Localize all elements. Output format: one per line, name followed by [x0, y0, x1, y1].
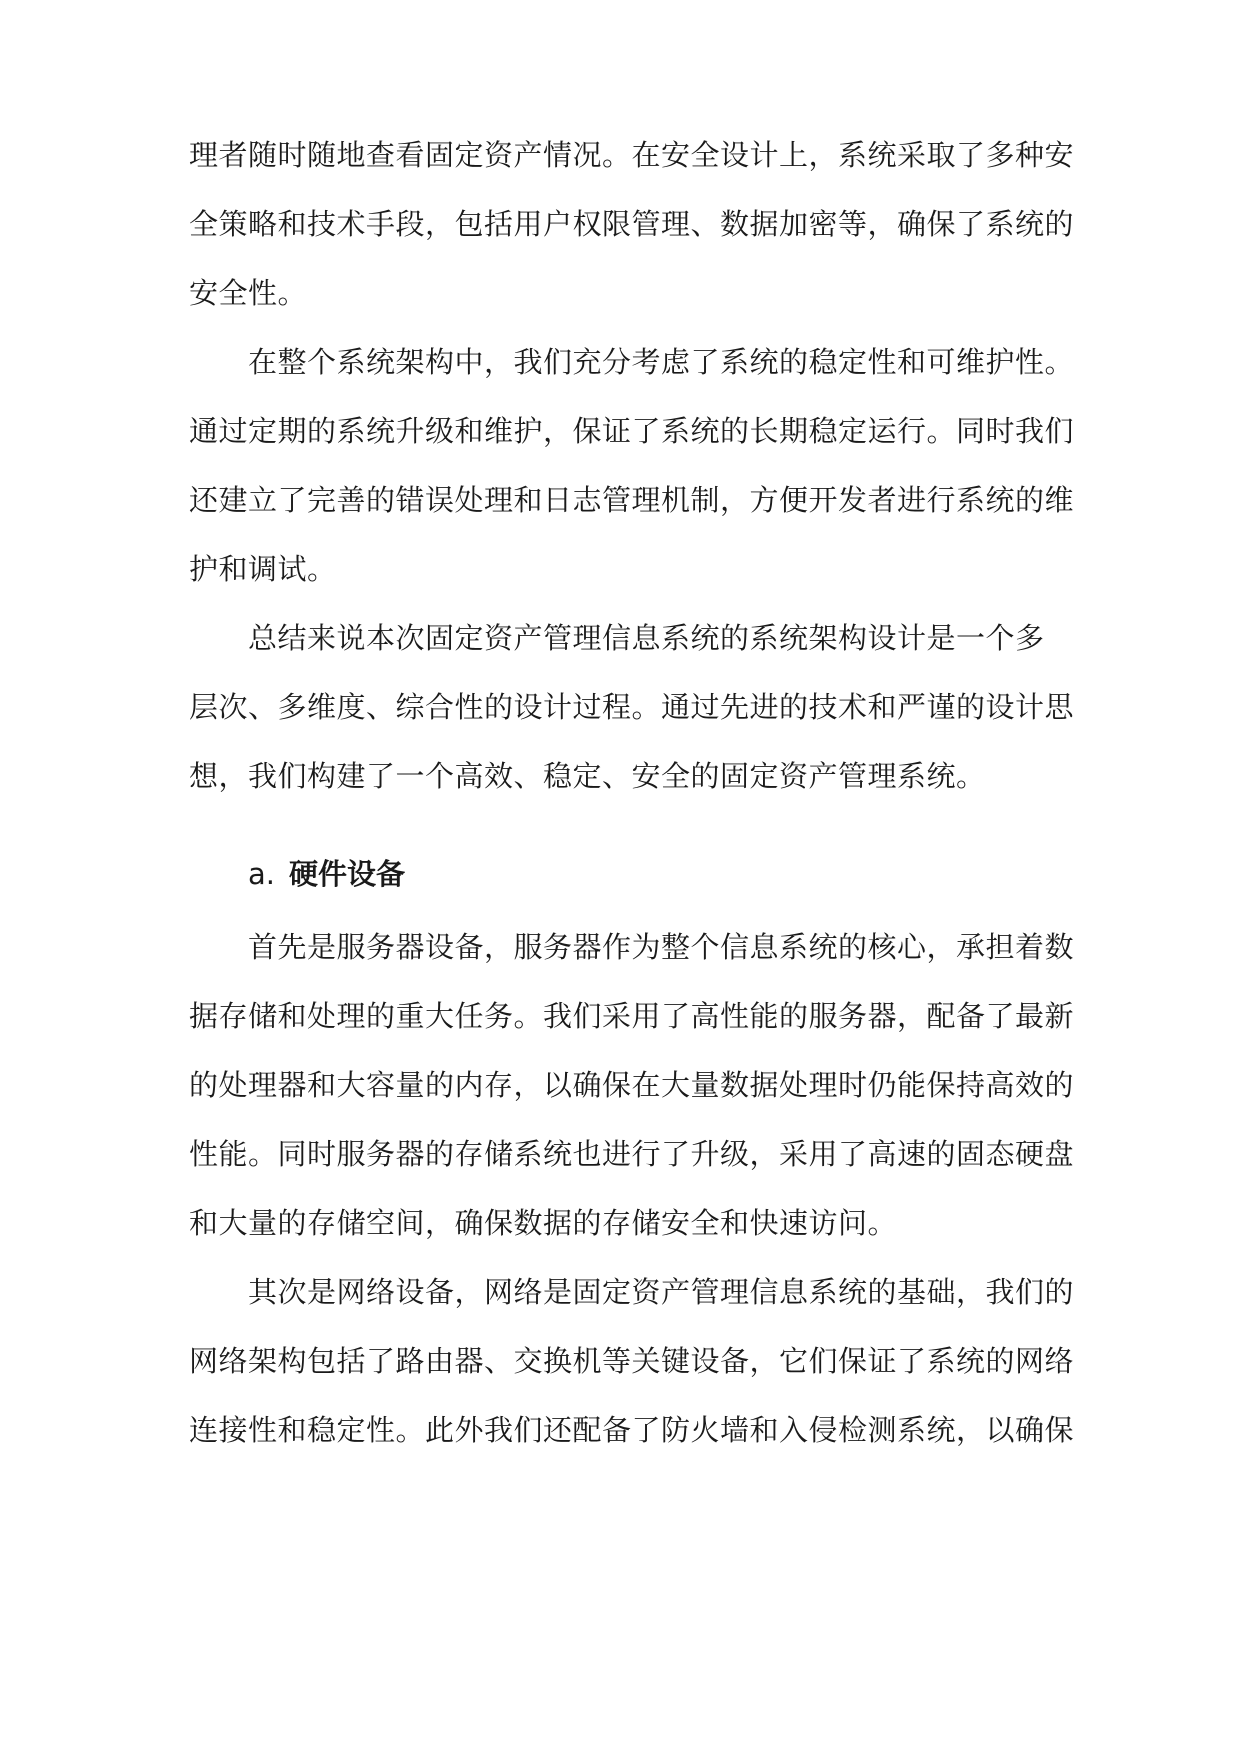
- section-paragraph-1-line-2: 据存储和处理的重大任务。我们采用了高性能的服务器，配备了最新: [189, 999, 1075, 1033]
- section-paragraph-2-line-3: 连接性和稳定性。此外我们还配备了防火墙和入侵检测系统，以确保: [189, 1413, 1075, 1447]
- section-heading-marker: a.: [248, 857, 275, 891]
- paragraph-3-line-2: 层次、多维度、综合性的设计过程。通过先进的技术和严谨的设计思: [189, 690, 1075, 724]
- paragraph-3-line-3: 想，我们构建了一个高效、稳定、安全的固定资产管理系统。: [189, 759, 986, 793]
- section-paragraph-1-line-5: 和大量的存储空间，确保数据的存储安全和快速访问。: [189, 1206, 898, 1240]
- section-paragraph-1-line-4: 性能。同时服务器的存储系统也进行了升级，采用了高速的固态硬盘: [189, 1137, 1075, 1171]
- section-paragraph-2-line-1: 其次是网络设备，网络是固定资产管理信息系统的基础，我们的: [248, 1275, 1075, 1309]
- paragraph-2-line-4: 护和调试。: [189, 552, 337, 586]
- paragraph-2-line-1: 在整个系统架构中，我们充分考虑了系统的稳定性和可维护性。: [248, 345, 1075, 379]
- section-heading-title: 硬件设备: [289, 857, 406, 891]
- paragraph-1-line-1: 理者随时随地查看固定资产情况。在安全设计上，系统采取了多种安: [189, 138, 1075, 172]
- section-paragraph-1-line-1: 首先是服务器设备，服务器作为整个信息系统的核心，承担着数: [248, 930, 1075, 964]
- paragraph-3-line-1: 总结来说本次固定资产管理信息系统的系统架构设计是一个多: [248, 621, 1045, 655]
- paragraph-1-line-2: 全策略和技术手段，包括用户权限管理、数据加密等，确保了系统的: [189, 207, 1075, 241]
- paragraph-1-line-3: 安全性。: [189, 276, 308, 310]
- paragraph-2-line-3: 还建立了完善的错误处理和日志管理机制，方便开发者进行系统的维: [189, 483, 1075, 517]
- paragraph-2-line-2: 通过定期的系统升级和维护，保证了系统的长期稳定运行。同时我们: [189, 414, 1075, 448]
- section-paragraph-1-line-3: 的处理器和大容量的内存，以确保在大量数据处理时仍能保持高效的: [189, 1068, 1075, 1102]
- section-paragraph-2-line-2: 网络架构包括了路由器、交换机等关键设备，它们保证了系统的网络: [189, 1344, 1075, 1378]
- section-heading: [248, 856, 405, 892]
